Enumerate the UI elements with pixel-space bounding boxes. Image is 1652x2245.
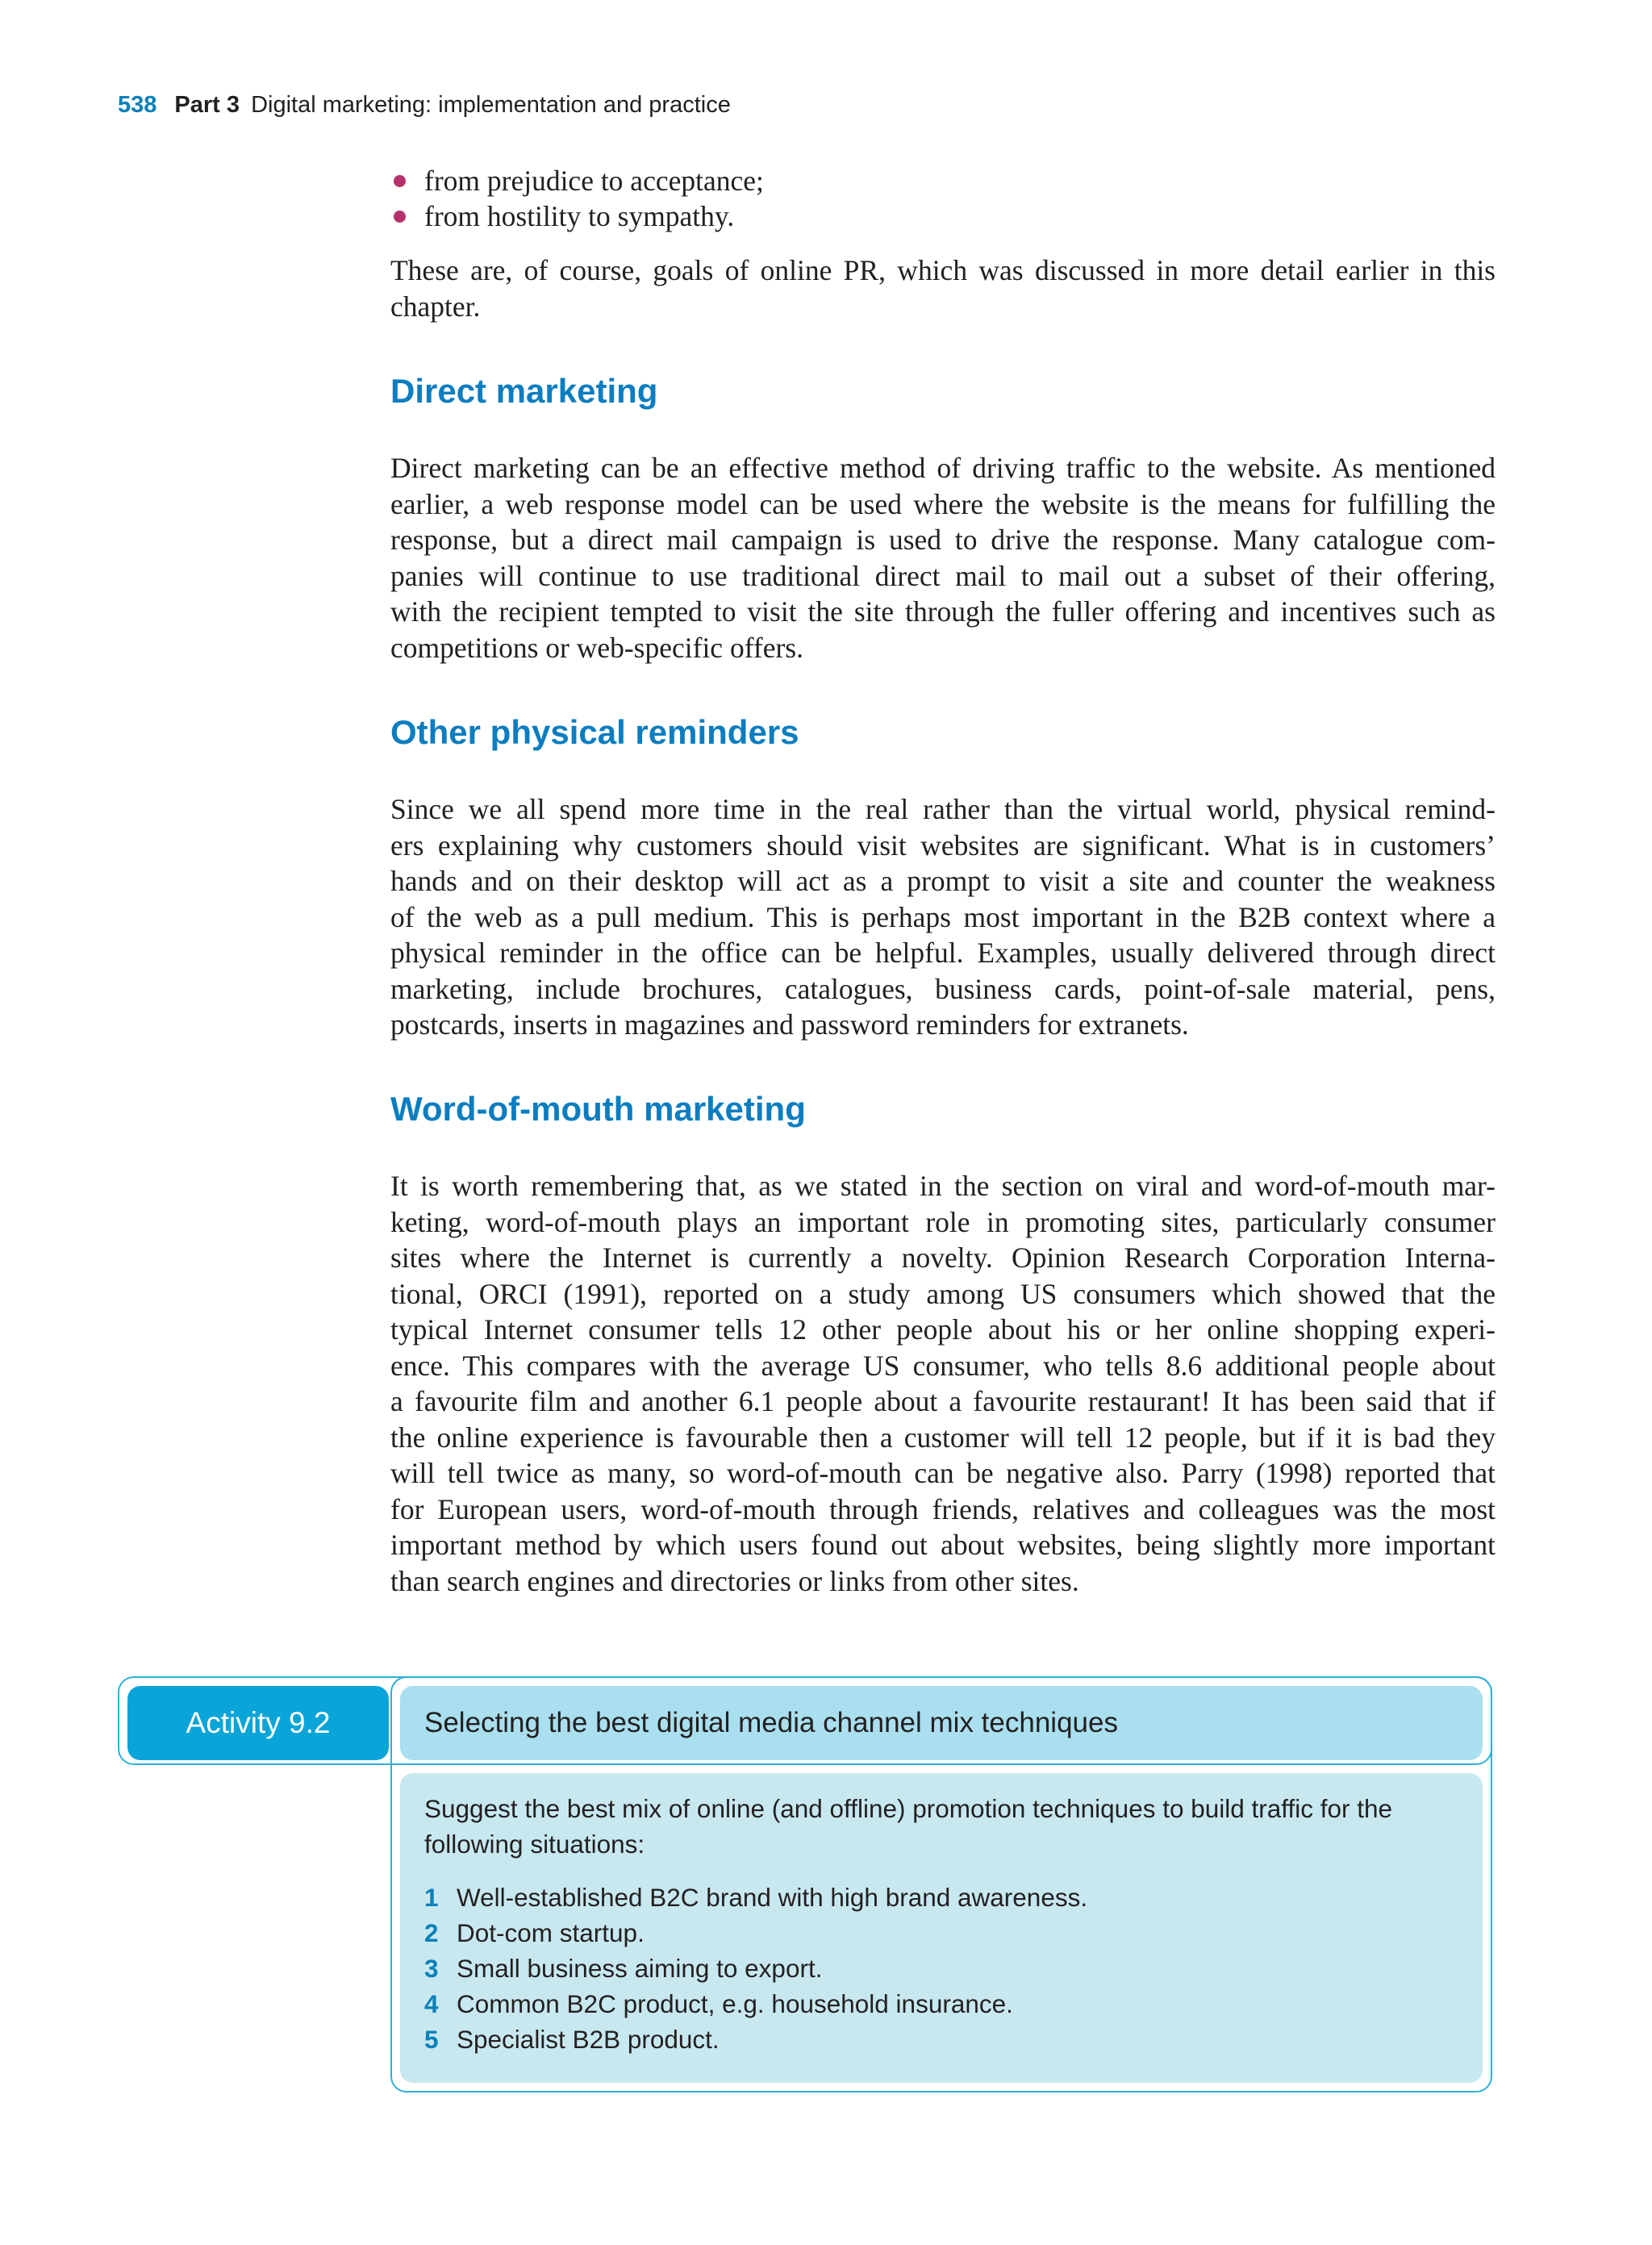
activity-body bbox=[400, 1773, 1483, 2083]
list-item: 4 Common B2C product, e.g. household insurance. bbox=[424, 1989, 1013, 2018]
activity-list bbox=[424, 1880, 1458, 2057]
page-number: 538 bbox=[118, 92, 157, 118]
section-paragraph: It is worth remembering that, as we stated in the section on viral and word-of-mouth mar- keting, word-of-mouth plays an important role in promoting sites, particularly consumer sites where the Internet is currently a novelty. Opinion Research Corporation Interna- tional, ORCI (1991), reported on a study among US consumers which showed that the typical Internet consumer tells 12 other people about his or her online shopping experi- ence. This compares with the average US consumer, who tells 8.6 additional people about a favourite film and another 6.1 people about a favourite restaurant! It has been said that if the online experience is favourable then a customer will tell 12 people, but if it is bad they will tell twice as many, so word-of-mouth can be negative also. Parry (1998) reported that for European users, word-of-mouth through friends, relatives and colleagues was the most important method by which users found out about websites, being slightly more important than search engines and directories or links from other sites. bbox=[390, 1170, 1496, 1597]
section-paragraph: Direct marketing can be an effective method of driving traffic to the website. As mentioned earlier, a web response model can be used where the website is the means for fulfilling the response, but a direct mail campaign is used to drive the response. Many catalogue com- panies will continue to use traditional direct mail to mail out a subset of their offering, with the recipient tempted to visit the site through the fuller offering and incentives such as competitions or web-specific offers. bbox=[390, 452, 1496, 664]
bullet-item: from hostility to sympathy. bbox=[390, 198, 1496, 234]
section-heading: Direct marketing bbox=[390, 372, 658, 410]
bullet-dot-icon bbox=[394, 211, 406, 223]
bullet-dot-icon bbox=[394, 175, 406, 187]
part-title: Digital marketing: implementation and practice bbox=[251, 92, 731, 118]
activity-intro: Suggest the best mix of online (and offline) promotion techniques to build traffic for the following situations: bbox=[424, 1794, 1393, 1859]
list-item: 3 Small business aiming to export. bbox=[424, 1954, 823, 1983]
list-item: 2 Dot-com startup. bbox=[424, 1918, 645, 1947]
bullet-list bbox=[390, 163, 1496, 234]
activity-title: Selecting the best digital media channel mix techniques bbox=[400, 1686, 1483, 1760]
list-item: 5 Specialist B2B product. bbox=[424, 2025, 720, 2054]
section-paragraph: Since we all spend more time in the real rather than the virtual world, physical remind- ers explaining why customers should visit websites are significant. What is in customers’ hands and on their desktop will act as a prompt to visit a site and counter the weakness of the web as a pull medium. This is perhaps most important in the B2B context where a physical reminder in the office can be helpful. Examples, usually delivered through direct marketing, include brochures, catalogues, business cards, point-of-sale material, pens, postcards, inserts in magazines and password reminders for extranets. bbox=[390, 793, 1496, 1041]
bullet-item: from prejudice to acceptance; bbox=[390, 163, 1496, 198]
part-label: Part 3 bbox=[174, 92, 240, 118]
intro-paragraph: These are, of course, goals of online PR, which was discussed in more detail earlier in this chapter. bbox=[390, 254, 1496, 323]
activity-label: Activity 9.2 bbox=[127, 1686, 389, 1760]
list-item: 1 Well-established B2C brand with high brand awareness. bbox=[424, 1883, 1088, 1912]
running-head bbox=[118, 92, 731, 119]
section-heading: Other physical reminders bbox=[390, 713, 799, 751]
section-heading: Word-of-mouth marketing bbox=[390, 1090, 806, 1128]
